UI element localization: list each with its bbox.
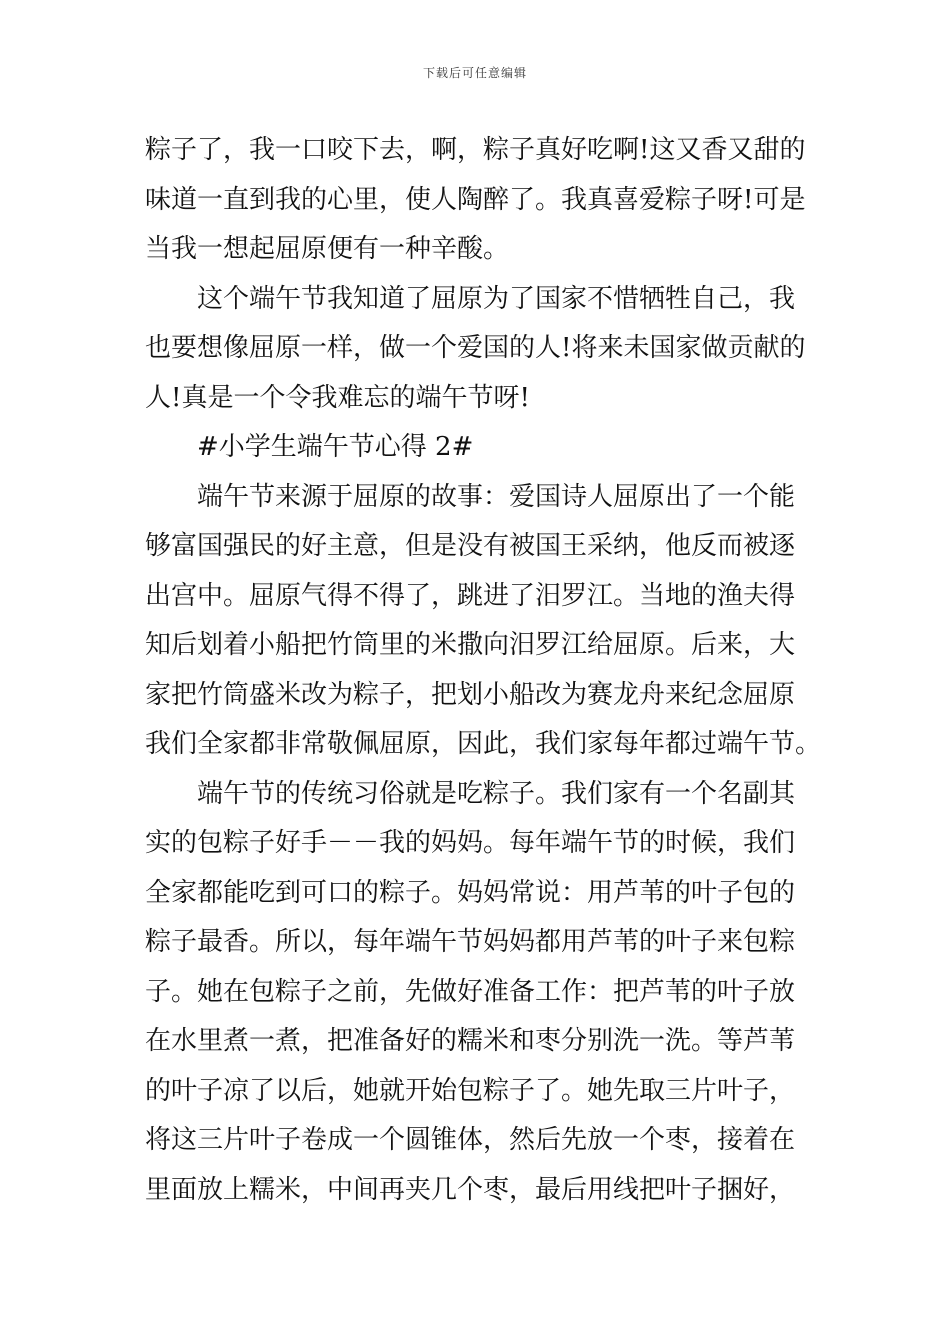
- text-line: 粽子最香。所以，每年端午节妈妈都用芦苇的叶子来包粽: [145, 927, 796, 957]
- text-line: 粽子了，我一口咬下去，啊，粽子真好吃啊!这又香又甜的: [145, 135, 806, 165]
- text-line: 的叶子凉了以后，她就开始包粽子了。她先取三片叶子，: [145, 1075, 796, 1106]
- text-line: 子。她在包粽子之前，先做好准备工作：把芦苇的叶子放: [145, 976, 796, 1007]
- text-line: 味道一直到我的心里，使人陶醉了。我真喜爱粽子呀!可是: [145, 184, 806, 215]
- text-line: 全家都能吃到可口的粽子。妈妈常说：用芦苇的叶子包的: [145, 877, 796, 908]
- section-heading: #小学生端午节心得 2#: [197, 432, 474, 462]
- text-line: 里面放上糯米，中间再夹几个枣，最后用线把叶子捆好，: [145, 1174, 796, 1205]
- text-line: 也要想像屈原一样，做一个爱国的人!将来未国家做贡献的: [145, 333, 806, 363]
- text-line: 将这三片叶子卷成一个圆锥体，然后先放一个枣，接着在: [145, 1125, 796, 1155]
- text-line: 知后划着小船把竹筒里的米撒向汨罗江给屈原。后来，大: [145, 630, 796, 660]
- text-line: 实的包粽子好手－－我的妈妈。每年端午节的时候，我们: [145, 828, 796, 858]
- page-header: 下载后可任意编辑: [422, 66, 527, 80]
- text-line: 够富国强民的好主意，但是没有被国王采纳，他反而被逐: [145, 531, 796, 561]
- paragraph-start-line: 端午节的传统习俗就是吃粽子。我们家有一个名副其: [197, 778, 796, 809]
- text-line: 人!真是一个令我难忘的端午节呀!: [145, 382, 530, 413]
- document-body: [145, 126, 822, 1215]
- text-line: 家把竹筒盛米改为粽子，把划小船改为赛龙舟来纪念屈原: [145, 679, 796, 710]
- text-line: 我们全家都非常敬佩屈原，因此，我们家每年都过端午节。: [145, 729, 822, 759]
- text-line: 出宫中。屈原气得不得了，跳进了汨罗江。当地的渔夫得: [145, 580, 796, 611]
- text-line: 在水里煮一煮，把准备好的糯米和枣分别洗一洗。等芦苇: [145, 1026, 796, 1056]
- paragraph-start-line: 这个端午节我知道了屈原为了国家不惜牺牲自己，我: [197, 283, 796, 314]
- text-line: 当我一想起屈原便有一种辛酸。: [145, 234, 510, 264]
- paragraph-start-line: 端午节来源于屈原的故事：爱国诗人屈原出了一个能: [197, 481, 796, 512]
